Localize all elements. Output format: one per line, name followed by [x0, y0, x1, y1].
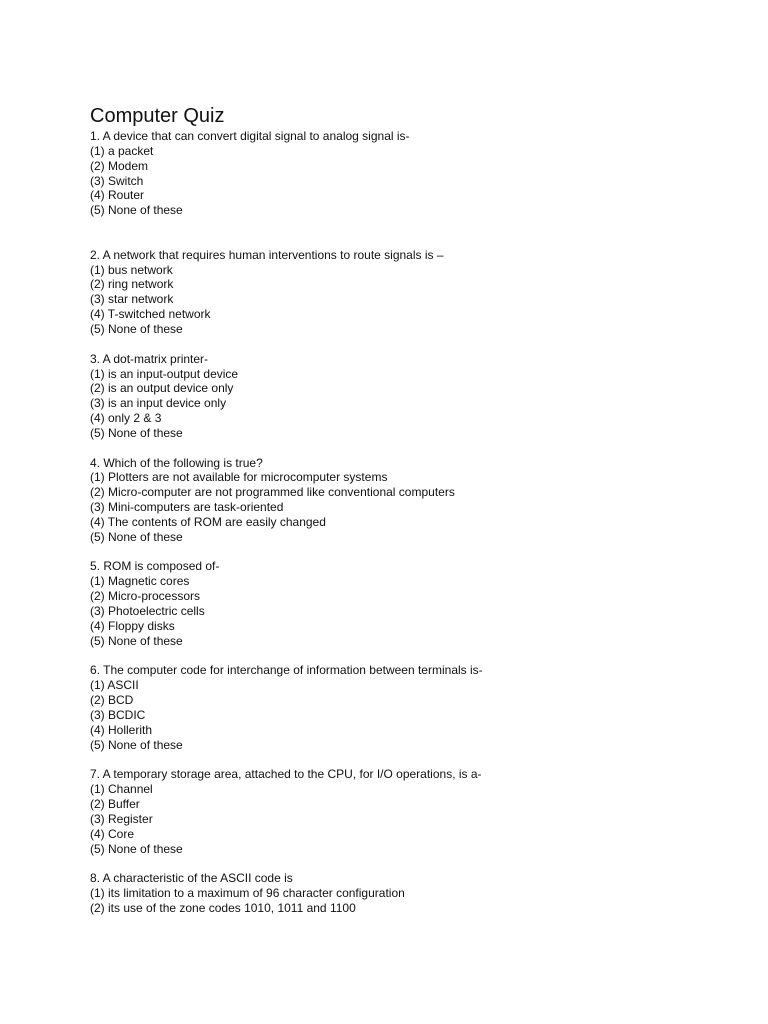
question-5 — [90, 559, 750, 648]
answer-option: (1) ASCII — [90, 678, 139, 693]
answer-option: (2) Modem — [90, 158, 149, 173]
question-1 — [90, 129, 750, 218]
spacer — [90, 337, 750, 352]
answer-option: (4) Hollerith — [90, 722, 153, 737]
question-text: 7. A temporary storage area, attached to the CPU, for I/O operations, is a- — [90, 767, 482, 782]
answer-option: (4) Core — [90, 826, 135, 841]
answer-option: (2) its use of the zone codes 1010, 1011 and 1100 — [90, 900, 356, 915]
question-text: 2. A network that requires human interventions to route signals is – — [90, 247, 444, 262]
spacer — [90, 545, 750, 560]
answer-option: (3) is an input device only — [90, 396, 227, 411]
answer-option: (1) Plotters are not available for microcomputer systems — [90, 470, 388, 485]
answer-option: (1) a packet — [90, 143, 154, 158]
question-7 — [90, 767, 750, 856]
question-text: 5. ROM is composed of- — [90, 559, 220, 574]
answer-option: (2) BCD — [90, 693, 134, 708]
spacer — [90, 856, 750, 871]
answer-option: (5) None of these — [90, 425, 183, 440]
question-text: 3. A dot-matrix printer- — [90, 351, 209, 366]
answer-option: (1) its limitation to a maximum of 96 character configuration — [90, 886, 405, 901]
page-title: Computer Quiz — [90, 105, 225, 127]
question-6 — [90, 663, 750, 752]
answer-option: (3) Switch — [90, 173, 144, 188]
answer-option: (3) BCDIC — [90, 707, 146, 722]
answer-option: (1) Magnetic cores — [90, 574, 190, 589]
answer-option: (5) None of these — [90, 203, 183, 218]
answer-option: (4) Router — [90, 188, 145, 203]
answer-option: (5) None of these — [90, 321, 183, 336]
question-2 — [90, 248, 750, 337]
answer-option: (5) None of these — [90, 841, 183, 856]
spacer — [90, 441, 750, 456]
answer-option: (3) Register — [90, 811, 153, 826]
answer-option: (4) The contents of ROM are easily changed — [90, 514, 326, 529]
answer-option: (3) star network — [90, 292, 174, 307]
question-text: 6. The computer code for interchange of information between terminals is- — [90, 663, 483, 678]
question-8 — [90, 871, 750, 916]
question-4 — [90, 456, 750, 545]
question-text: 8. A characteristic of the ASCII code is — [90, 871, 293, 886]
answer-option: (3) Photoelectric cells — [90, 604, 205, 618]
answer-option: (5) None of these — [90, 737, 183, 752]
answer-option: (1) Channel — [90, 782, 153, 797]
answer-option: (2) Micro-processors — [90, 589, 201, 604]
answer-option: (2) Buffer — [90, 796, 140, 811]
question-text: 4. Which of the following is true? — [90, 455, 263, 470]
answer-option: (1) is an input-output device — [90, 366, 239, 381]
answer-option: (2) Micro-computer are not programmed like conventional computers — [90, 485, 455, 500]
answer-option: (4) Floppy disks — [90, 618, 175, 633]
answer-option: (5) None of these — [90, 633, 183, 648]
question-3 — [90, 352, 750, 441]
spacer — [90, 649, 750, 664]
answer-option: (4) only 2 & 3 — [90, 411, 162, 426]
answer-option: (5) None of these — [90, 529, 183, 544]
document-page — [90, 104, 750, 916]
question-text: 1. A device that can convert digital signal to analog signal is- — [90, 129, 410, 143]
answer-option: (4) T-switched network — [90, 307, 211, 322]
answer-option: (3) Mini-computers are task-oriented — [90, 500, 284, 515]
answer-option: (2) is an output device only — [90, 381, 234, 396]
answer-option: (2) ring network — [90, 277, 174, 292]
spacer — [90, 218, 750, 248]
answer-option: (1) bus network — [90, 262, 173, 277]
spacer — [90, 752, 750, 767]
